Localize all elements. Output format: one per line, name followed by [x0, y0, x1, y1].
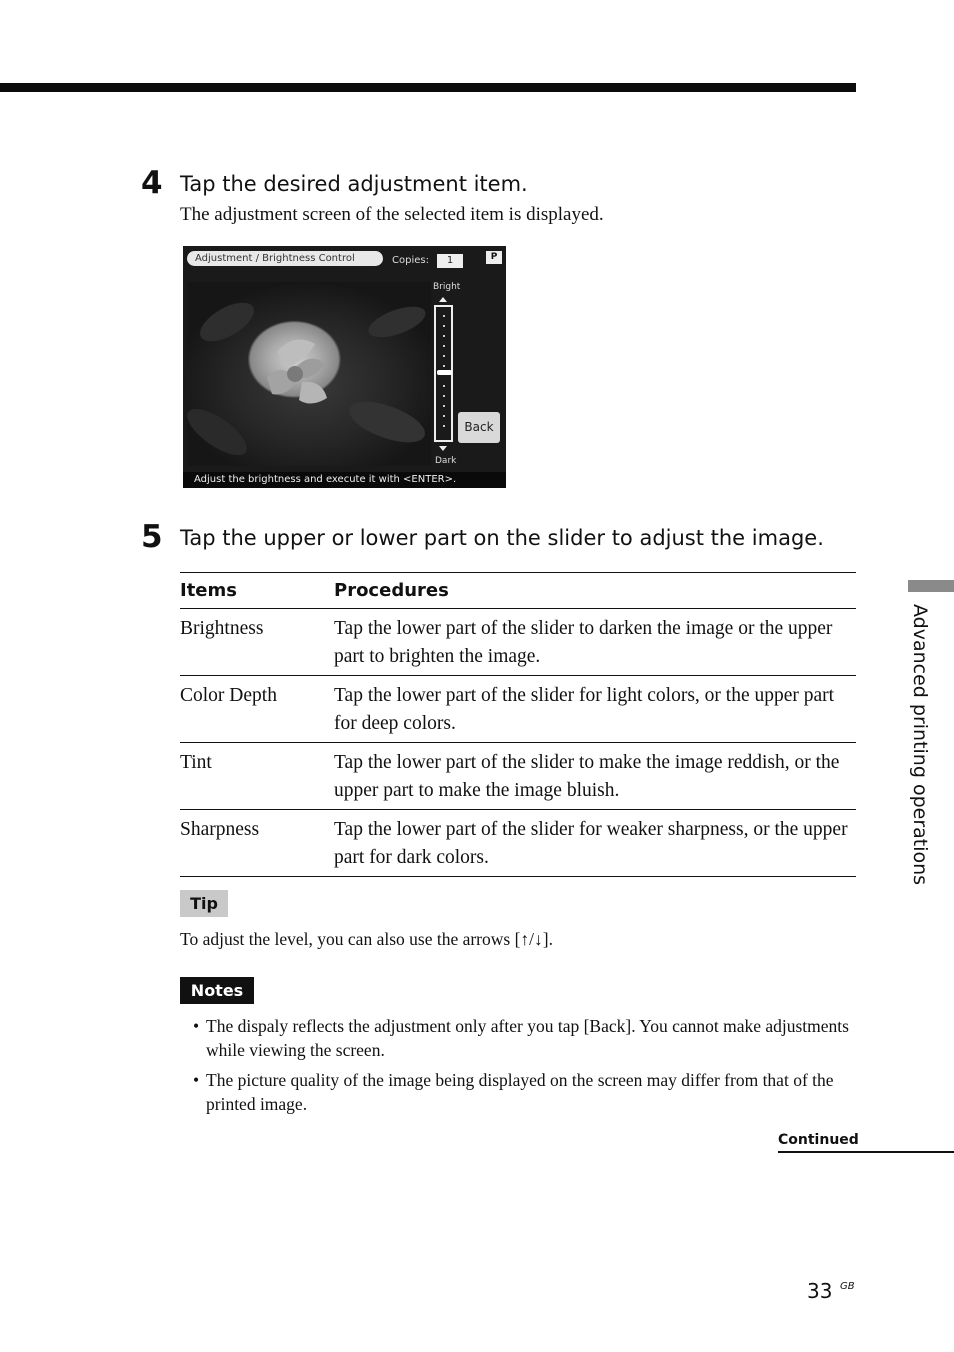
tip-text: To adjust the level, you can also use the arrows [↑/↓]. — [180, 929, 553, 949]
rose-photo — [187, 282, 431, 466]
note-item — [193, 1068, 853, 1116]
slider-tick — [443, 385, 445, 387]
step-4-title: Tap the desired adjustment item. — [180, 172, 528, 196]
row-procedure: Tap the lower part of the slider to darken the image or the upper part to brighten the image. — [334, 618, 833, 667]
page-number: 33 — [807, 1279, 833, 1303]
header-items: Items — [180, 580, 237, 601]
page-suffix: GB — [840, 1281, 855, 1292]
table-row — [180, 609, 856, 676]
table-row — [180, 676, 856, 743]
header-procedures: Procedures — [334, 580, 449, 601]
tip-badge: Tip — [180, 890, 228, 917]
row-item: Color Depth — [180, 685, 277, 706]
arrow-down-icon[interactable] — [439, 446, 447, 451]
slider-tick — [443, 365, 445, 367]
slider-tick — [443, 425, 445, 427]
bright-label: Bright — [433, 282, 461, 292]
step-4-number: 4 — [141, 165, 163, 201]
section-tab-marker — [908, 580, 954, 592]
print-icon[interactable]: P — [486, 251, 502, 264]
slider-knob[interactable] — [437, 370, 452, 375]
slider-tick — [443, 405, 445, 407]
continued-rule — [778, 1151, 954, 1153]
slider-tick — [443, 335, 445, 337]
dark-label: Dark — [435, 456, 457, 466]
slider-tick — [443, 315, 445, 317]
section-label: Advanced printing operations — [909, 604, 931, 886]
slider-tick — [443, 325, 445, 327]
arrow-up-icon[interactable] — [439, 297, 447, 302]
adjustment-table — [180, 572, 856, 877]
note-text: The picture quality of the image being displayed on the screen may differ from that of the printed image. — [206, 1070, 834, 1114]
row-item: Brightness — [180, 618, 264, 639]
table-row — [180, 810, 856, 877]
bullet-icon: • — [193, 1016, 200, 1036]
row-procedure: Tap the lower part of the slider to make the image reddish, or the upper part to make the image bluish. — [334, 752, 840, 801]
row-procedure: Tap the lower part of the slider for weaker sharpness, or the upper part for dark colors. — [334, 819, 848, 868]
device-screen — [183, 246, 506, 488]
top-rule — [0, 83, 856, 92]
step-5-title: Tap the upper or lower part on the slider to adjust the image. — [180, 526, 824, 550]
screen-title: Adjustment / Brightness Control — [187, 251, 383, 266]
rose-petals-icon — [187, 282, 431, 466]
notes-badge: Notes — [180, 977, 254, 1004]
row-item: Tint — [180, 752, 212, 773]
back-button[interactable]: Back — [458, 412, 500, 443]
bullet-icon: • — [193, 1070, 200, 1090]
copies-label: Copies: — [392, 255, 429, 266]
table-header-row — [180, 573, 856, 609]
note-item — [193, 1014, 853, 1062]
row-item: Sharpness — [180, 819, 260, 840]
note-text: The dispaly reflects the adjustment only after you tap [Back]. You cannot make adjustments while viewing the screen. — [206, 1016, 849, 1060]
status-bar: Adjust the brightness and execute it with <ENTER>. — [183, 472, 506, 488]
row-procedure: Tap the lower part of the slider for light colors, or the upper part for deep colors. — [334, 685, 835, 734]
copies-value[interactable]: 1 — [437, 254, 463, 268]
slider-tick — [443, 345, 445, 347]
slider-tick — [443, 355, 445, 357]
step-4-description: The adjustment screen of the selected item is displayed. — [180, 204, 604, 225]
table-row — [180, 743, 856, 810]
slider-tick — [443, 395, 445, 397]
continued-label: Continued — [778, 1132, 859, 1148]
step-5-number: 5 — [141, 519, 163, 555]
slider-tick — [443, 415, 445, 417]
